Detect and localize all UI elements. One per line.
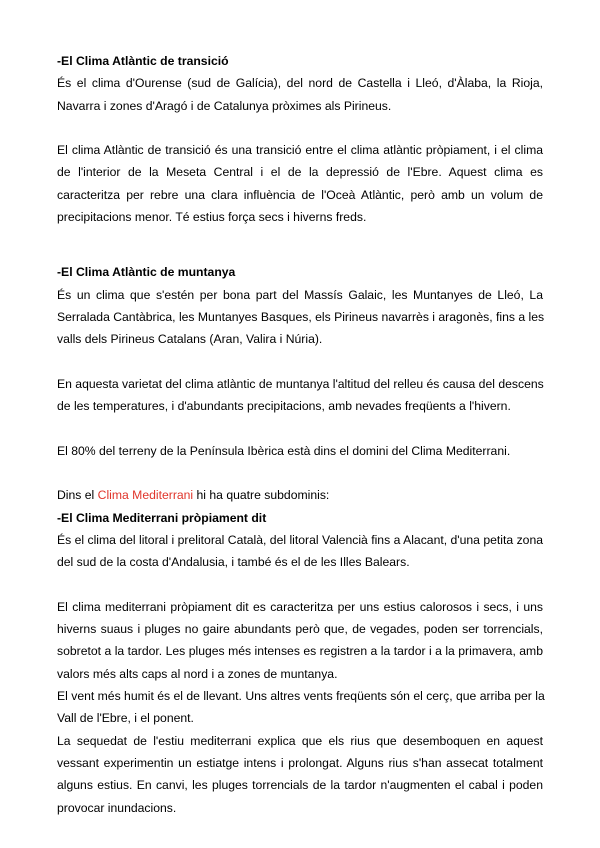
- paragraph-line: Navarra i zones d'Aragó i de Catalunya pròximes als Pirineus.: [57, 98, 392, 113]
- paragraph-line: hiverns suaus i pluges no gaire abundants però que, de vegades, poden ser torrencials,: [57, 622, 543, 637]
- paragraph-line: precipitacions menor. Té estius força secs i hiverns freds.: [57, 210, 367, 225]
- paragraph-line: vessant experimentin un estiatge intens i prolongat. Alguns rius s'han assecat totalment: [57, 755, 543, 770]
- paragraph-line: alguns estius. En canvi, les pluges torrencials de la tardor n'augmenten el cabal i poden: [57, 778, 543, 793]
- paragraph-line: valls dels Pirineus Catalans (Aran, Valira i Núria).: [57, 332, 323, 347]
- paragraph-line: valors més alts caps al nord i a zones de muntanya.: [57, 666, 338, 681]
- paragraph-line: És el clima d'Ourense (sud de Galícia), del nord de Castella i Lleó, d'Àlaba, la Rioja,: [57, 76, 543, 91]
- mediterranean-climate-link[interactable]: Clima Mediterrani: [97, 488, 194, 503]
- intro-suffix: hi ha quatre subdominis:: [193, 488, 330, 503]
- document-content: [57, 50, 543, 819]
- paragraph-line: caracteritza per rebre una clara influència de l'Oceà Atlàntic, però amb un volum de: [57, 187, 543, 202]
- paragraph-line: La sequedat de l'estiu mediterrani explica que els rius que desemboquen en aquest: [57, 733, 543, 748]
- paragraph-line: del sud de la costa d'Andalusia, i també és el de les Illes Balears.: [57, 555, 410, 570]
- heading-mediterranean-proper: -El Clima Mediterrani pròpiament dit: [57, 510, 267, 525]
- paragraph-line: sobretot a la tardor. Les pluges més intenses es registren a la tardor i a la primavera, amb: [57, 644, 543, 659]
- paragraph-line: En aquesta varietat del clima atlàntic de muntanya l'altitud del relleu és causa del descens: [57, 376, 544, 391]
- paragraph-line: El clima mediterrani pròpiament dit es caracteritza per uns estius calorosos i secs, i uns: [57, 599, 543, 614]
- paragraph-line: Serralada Cantàbrica, les Muntanyes Basques, els Pirineus navarrès i aragonès, fins a les: [57, 309, 545, 324]
- paragraph-line: El vent més humit és el de llevant. Uns altres vents freqüents són el cerç, que arriba per la: [57, 689, 545, 704]
- paragraph-line: provocar inundacions.: [57, 800, 177, 815]
- intro-mediterranean: [57, 484, 543, 506]
- paragraph-line: El clima Atlàntic de transició és una transició entre el clima atlàntic pròpiament, i el clima: [57, 143, 543, 158]
- paragraph-line: És un clima que s'estén per bona part del Massís Galaic, les Muntanyes de Lleó, La: [57, 287, 543, 302]
- heading-atlantic-mountain: -El Clima Atlàntic de muntanya: [57, 265, 236, 280]
- intro-prefix: Dins el: [57, 488, 98, 503]
- paragraph-line: Vall de l'Ebre, i el ponent.: [57, 711, 194, 726]
- paragraph-line: És el clima del litoral i prelitoral Català, del litoral Valencià fins a Alacant, d'una petita zona: [57, 532, 543, 547]
- paragraph-line: de l'interior de la Meseta Central i el de la depressió de l'Ebre. Aquest clima es: [57, 165, 543, 180]
- paragraph-line: de les temperatures, i d'abundants precipitacions, amb nevades freqüents a l'hivern.: [57, 399, 511, 414]
- paragraph-line: El 80% del terreny de la Península Ibèrica està dins el domini del Clima Mediterrani.: [57, 443, 511, 458]
- heading-atlantic-transition: -El Clima Atlàntic de transició: [57, 54, 229, 68]
